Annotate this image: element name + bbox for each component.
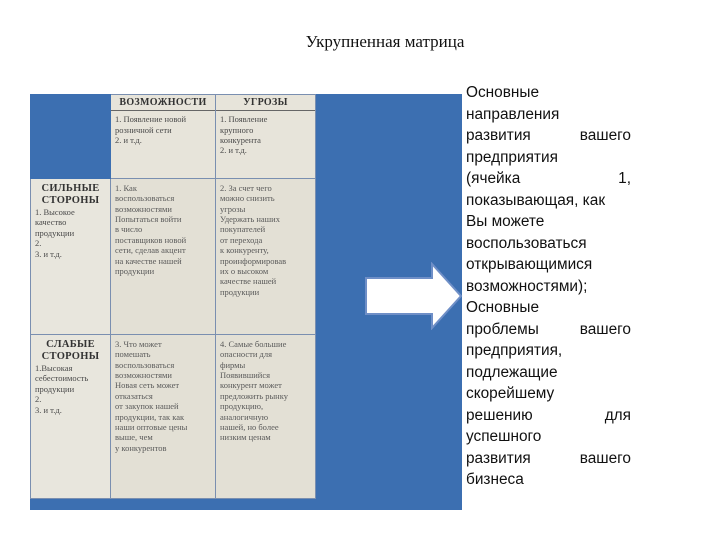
threats-line: 2. и т.д. xyxy=(220,145,247,156)
right-arrow-icon xyxy=(364,262,464,330)
opportunities-line: 1. Появление новой xyxy=(115,114,187,125)
weaknesses-line: 3. и т.д. xyxy=(35,404,62,415)
threats-line: 1. Появление xyxy=(220,114,268,125)
opportunities-line: 2. и т.д. xyxy=(115,134,142,145)
opportunities-header xyxy=(111,95,216,179)
weaknesses-header xyxy=(31,335,111,499)
threats-title: УГРОЗЫ xyxy=(216,97,315,111)
weaknesses-line: продукции xyxy=(35,383,75,394)
opportunities-title: ВОЗМОЖНОСТИ xyxy=(111,97,215,111)
strengths-line: качество xyxy=(35,217,67,228)
weaknesses-line: 1.Высокая xyxy=(35,363,73,374)
threats-header xyxy=(216,95,316,179)
strengths-title: СИЛЬНЫЕ СТОРОНЫ xyxy=(41,183,100,206)
cell-1: 1. Как воспользоваться возможностями Попытаться войти в число поставщиков новой сети, сделав акцент на качестве нашей продукции xyxy=(111,179,216,335)
weaknesses-line: себестоимость xyxy=(35,373,89,384)
threats-line: крупного xyxy=(220,124,254,135)
cell-2: 2. За счет чего можно снизить угрозы Удержать наших покупателей от перехода к конкуренту, проинформировав их о высоком качестве нашей продукции xyxy=(216,179,316,335)
strengths-line: 3. и т.д. xyxy=(35,248,62,259)
opportunities-line: розничной сети xyxy=(115,124,172,135)
weaknesses-title: СЛАБЫЕ СТОРОНЫ xyxy=(41,339,100,362)
strengths-line: продукции xyxy=(35,227,75,238)
cell-4: 4. Самые большие опасности для фирмы Появившийся конкурент может предложить рынку продукцию, аналогичную нашей, но более низким ценам xyxy=(216,335,316,499)
strengths-header xyxy=(31,179,111,335)
strengths-line: 1. Высокое xyxy=(35,207,75,218)
cell-3: 3. Что может помешать воспользоваться возможностями Новая сеть может отказаться от закупок нашей продукции, так как наши оптовые цены выше, чем у конкурентов xyxy=(111,335,216,499)
strengths-line: 2. xyxy=(35,238,42,249)
threats-line: конкурента xyxy=(220,134,261,145)
explanation-text: Основные направления развития вашего предприятия (ячейка 1, показывающая, как Вы можете воспользоваться открывающимися возможностями); Основные проблемы вашего предприятия, подлежащие скорейшему решению для успешного развития вашего бизнеса xyxy=(466,84,631,488)
swot-matrix xyxy=(30,94,316,499)
matrix-corner xyxy=(31,95,111,179)
weaknesses-line: 2. xyxy=(35,394,42,405)
slide-title: Укрупненная матрица xyxy=(305,32,465,51)
